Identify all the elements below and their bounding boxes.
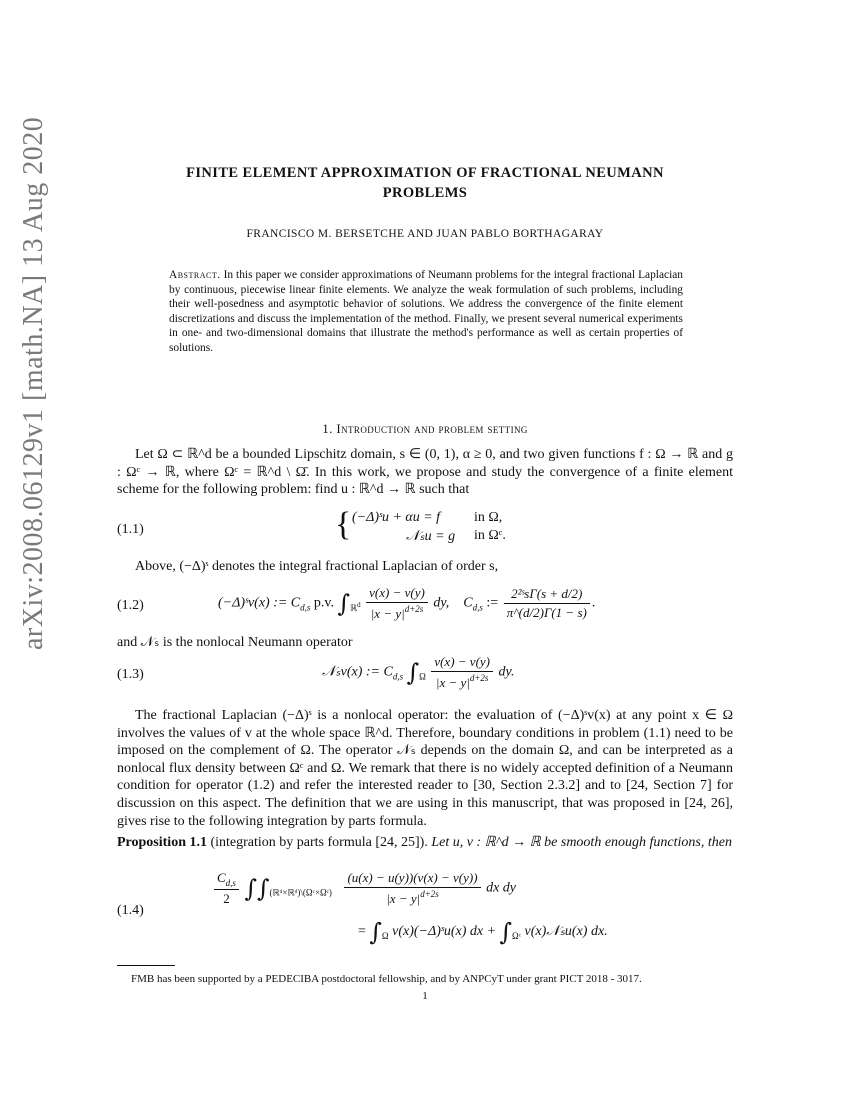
eq-1-3-dy: dy. [498,664,515,680]
eq-1-4-numerator: (u(x) − u(y))(v(x) − v(y)) [344,870,480,888]
proposition-text: Let u, v : ℝ^d → ℝ be smooth enough functions, then [431,835,732,850]
eq-1-4-line-2: = $\int_\Omega$ v(x)(−Δ)ˢu(x) dx + $\int_{\Omega ᶜ}$ v(x)𝒩ₛu(x) dx. [358,918,608,946]
title-line-2: PROBLEMS [382,185,468,201]
eq-1-4-coefficient: $\frac{C_{d,s}}{2}$ [214,870,239,907]
eq-1-3-fraction: $\frac{v(x) - v(y)}{|x - y|^{d+2s}}$ [431,654,493,691]
abstract [169,268,683,356]
eq-1-4-measure: dx dy [486,880,516,896]
eq-1-1-line-2 [406,528,455,545]
eq-1-3-lhs: 𝒩ₛv(x) := C [322,664,393,680]
proposition-paren: (integration by parts formula [24, 25]). [210,835,428,850]
eq-1-3-denominator: |x − y| [435,675,470,690]
footnote: FMB has been supported by a PEDECIBA postdoctoral fellowship, and by ANPCyT under grant PICT 2018 - 3017. [131,973,642,985]
footnote-rule [117,965,175,966]
eq-1-2-dy: dy, [433,595,450,611]
constant-denominator: π^(d/2)Γ(1 − s) [506,605,587,620]
coefficient-denominator: 2 [223,891,230,906]
constant-numerator: 2²ˢsΓ(s + d/2) [504,586,590,604]
section-title: 1. Introduction and problem setting [322,421,528,436]
paragraph-laplacian: Above, (−Δ)ˢ denotes the integral fractional Laplacian of order s, [135,559,499,574]
eq-1-2: (−Δ)ˢv(x) := $C_{d,s}$ p.v. $\int_{ℝ^d}$ $\frac{v(x) - v(y)}{|x - y|^{d+2s}}$ dy, $C_{d,s}$ := $\frac{\text{2²ˢsΓ(s + d/2)}}{\pi\^{}(d/2)\Gamma(1 - s)}$ . [218,585,596,621]
eq-1-2-numerator: v(x) − v(y) [366,585,428,603]
abstract-body: In this paper we consider approximations of Neumann problems for the integral fractional Laplacian by continuous, piecewise linear finite elements. We analyze the weak formulation of such problems, including their well-posedness and asymptotic behavior of solutions. We address the convergence of the finite element discretizations and discuss the implementation of the method. Finally, we present several numerical experiments in one- and two-dimensional domains that illustrate the method's performance as well as certain properties of solutions. [169,269,683,354]
eq-1-1-domain-2: in Ωᶜ. [474,528,506,543]
equation-number-1-2: (1.2) [117,598,144,613]
eq-1-4-rhs-2: v(x)𝒩ₛu(x) dx. [524,924,608,940]
arxiv-stamp: arXiv:2008.06129v1 [math.NA] 13 Aug 2020 [18,116,49,650]
eq-1-2-denominator: |x − y| [370,606,405,621]
eq-1-4-fraction: $\frac{(u(x) - u(y))(v(x) - v(y))}{|x - y|^{d+2s}}$ [344,870,480,907]
paragraph-neumann: and 𝒩ₛ is the nonlocal Neumann operator [117,635,353,650]
eq-1-3-numerator: v(x) − v(y) [431,654,493,672]
eq-1-4-domain: (ℝᵈ×ℝᵈ)\(Ωᶜ×Ωᶜ) [269,887,332,898]
eq-1-4-rhs-1: v(x)(−Δ)ˢu(x) dx + [392,924,497,940]
eq-1-1-line-1 [352,510,440,526]
double-integral-symbol: ∫∫ [244,874,270,903]
coefficient-numerator: C [217,870,226,885]
eq-1-2-lhs: (−Δ)ˢv(x) := C [218,595,301,611]
brace-symbol: { [335,506,352,543]
paragraph-intro: Let Ω ⊂ ℝ^d be a bounded Lipschitz domain, s ∈ (0, 1), α ≥ 0, and two given functions f : Ω → ℝ and g : Ωᶜ → ℝ, where Ωᶜ = ℝ^d \ Ω̄. In this work, we propose and study the convergence of a finite element scheme for the following problem: find u : ℝ^d → ℝ such that [117,447,733,498]
eq-1-3: 𝒩ₛv(x) := $C_{d,s}$ $\int_\Omega$ $\frac{v(x) - v(y)}{|x - y|^{d+2s}}$ dy. [322,654,515,690]
eq-1-2-pv: p.v. [313,595,334,611]
integral-symbol-4: ∫ [499,918,513,946]
authors: FRANCISCO M. BERSETCHE AND JUAN PABLO BORTHAGARAY [246,228,604,240]
eq-1-2-constant-fraction [504,586,590,621]
eq-1-1-pde: (−Δ)ˢu + αu = f [352,510,441,525]
paragraph-discussion: The fractional Laplacian (−Δ)ˢ is a nonlocal operator: the evaluation of (−Δ)ˢv(x) at any point x ∈ Ω involves the values of v at the whole space ℝ^d. Therefore, boundary conditions in problem (1.1) need to be imposed on the complement of Ω. The operator 𝒩ₛ depends on the domain Ω, and can be interpreted as a nonlocal flux density between Ωᶜ and Ω. We remark that there is no widely accepted definition of a Neumann condition for operator (1.2) and refer the interested reader to [30, Section 2.3.2] and to [24, Section 7] for discussion on this aspect. The definition that we are using in this manuscript, that was proposed in [24, 26], gives rise to the following integration by parts formula. [117,708,733,829]
integral-symbol: ∫ [337,589,351,618]
paper-title [130,163,720,203]
title-line-1: FINITE ELEMENT APPROXIMATION OF FRACTIONAL NEUMANN [186,165,664,181]
integral-symbol-2: ∫ [406,658,420,687]
eq-1-4-denominator: |x − y| [386,891,421,906]
eq-1-1-domain-1: in Ω, [474,510,503,525]
page-number: 1 [422,990,428,1002]
eq-1-2-fraction: $\frac{v(x) - v(y)}{|x - y|^{d+2s}}$ [366,585,428,622]
equation-number-1-4: (1.4) [117,903,144,918]
abstract-lead: Abstract. [169,269,221,281]
eq-1-2-constant: C [463,595,473,611]
proposition-label: Proposition 1.1 [117,835,207,850]
equation-number-1-1: (1.1) [117,522,144,537]
integral-symbol-3: ∫ [369,918,382,946]
equation-number-1-3: (1.3) [117,667,144,682]
eq-1-1-bc: 𝒩ₛu = g [406,529,456,544]
proposition [117,834,733,852]
eq-1-4-line-1 [212,870,516,907]
